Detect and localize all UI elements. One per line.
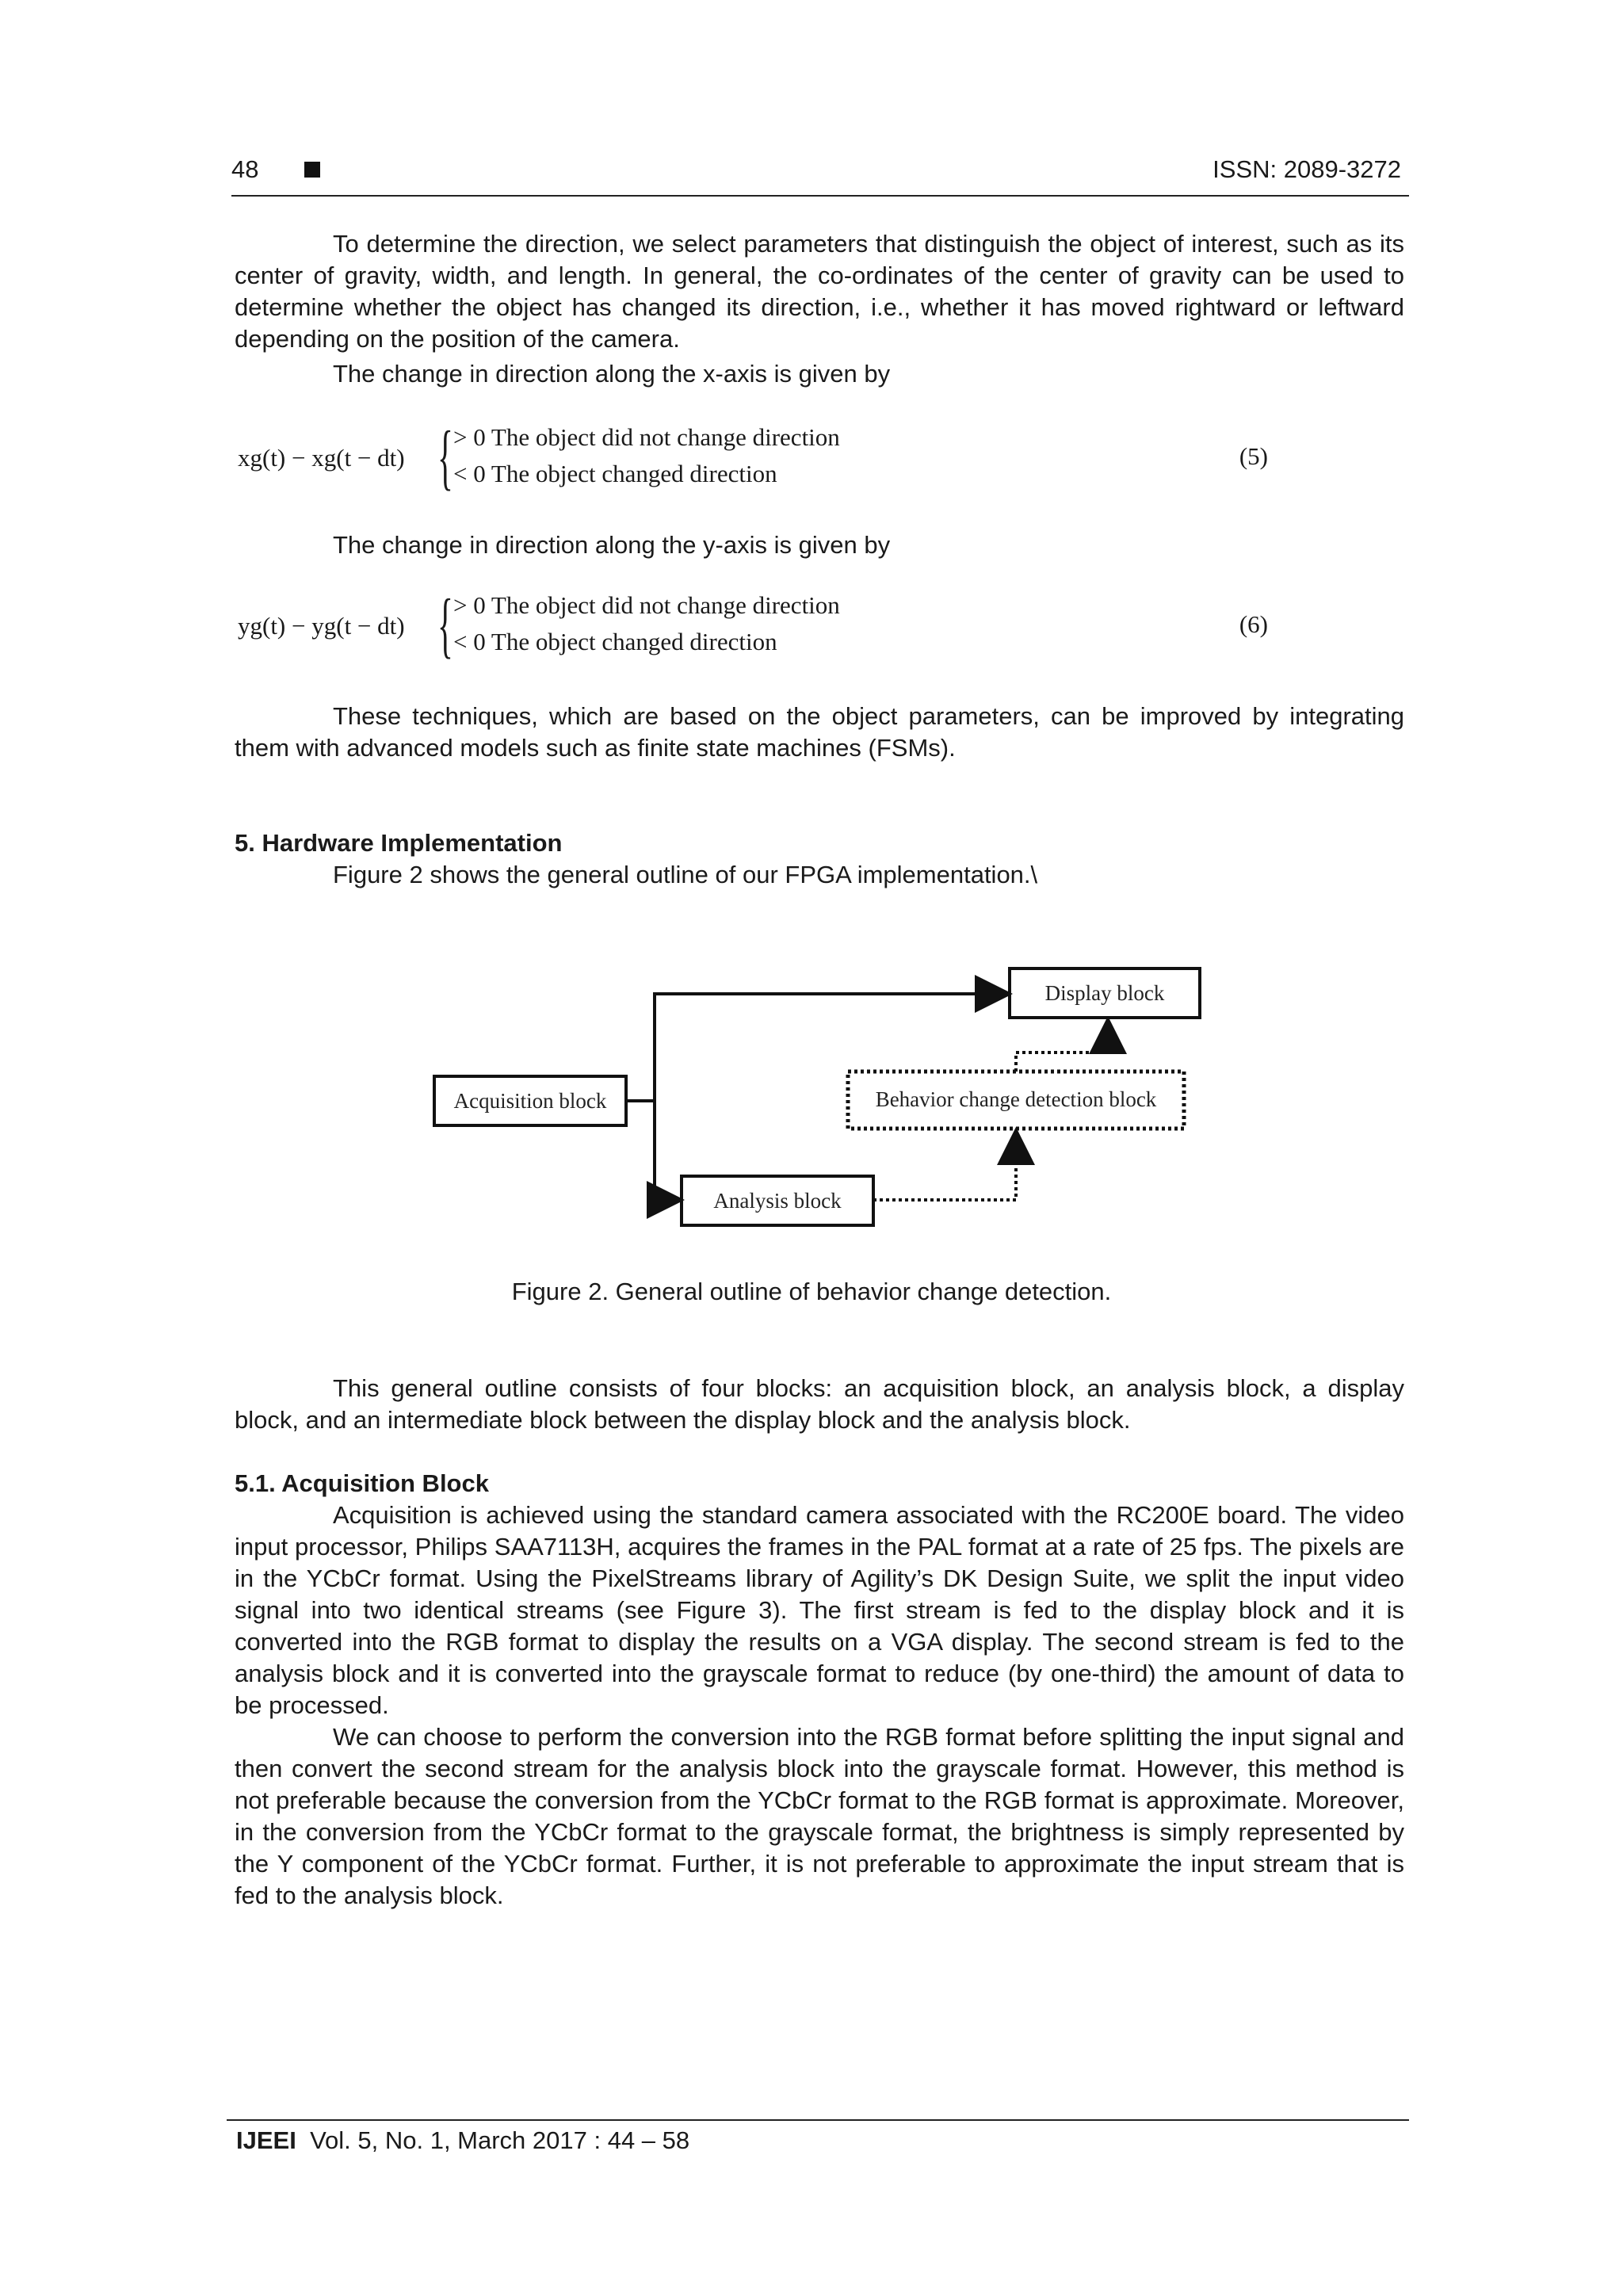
arrow-analysis-to-behavior: [873, 1133, 1016, 1200]
paragraph-figure-2-intro: Figure 2 shows the general outline of our FPGA implementation.\: [333, 861, 1038, 888]
arrow-behavior-to-display: [1016, 1022, 1108, 1072]
equation-6-number: (6): [1239, 610, 1268, 638]
equation-5-case-1: > 0 The object did not change direction: [453, 423, 840, 451]
brace-icon: {: [437, 416, 453, 497]
header-square-icon: [304, 162, 320, 178]
paragraph-direction: To determine the direction, we select parameters that distinguish the object of interest, such as its center of gravity, width, and length. In general, the co-ordinates of the center of gravity can be used to determine whether the object has changed its direction, i.e., whether it has moved rightward or leftward depending on the position of the camera.: [235, 230, 1404, 353]
equation-6-lhs: yg(t) − yg(t − dt): [238, 612, 405, 640]
equation-6: [238, 584, 1268, 678]
equation-5-case-2: < 0 The object changed direction: [453, 460, 777, 487]
issn: ISSN: 2089-3272: [1212, 155, 1401, 183]
figure-2-diagram: [428, 959, 1205, 1244]
acquisition-block: [434, 1076, 626, 1125]
paragraph-x-axis: The change in direction along the x-axis is given by: [333, 360, 891, 388]
acquisition-block-label: Acquisition block: [453, 1089, 607, 1113]
paragraph-y-axis: The change in direction along the y-axis is given by: [333, 531, 891, 559]
equation-5: [238, 416, 1268, 510]
paragraph-conversion: We can choose to perform the conversion into the RGB format before splitting the input signal and then convert the second stream for the analysis block into the grayscale format. However, this method is not preferable because the conversion from the YCbCr format to the RGB format is approximate. Moreover, in the conversion from the YCbCr format to the grayscale format, the brightness is simply represented by the Y component of the YCbCr format. Further, it is not preferable to approximate the input stream that is fed to the analysis block.: [235, 1723, 1404, 1909]
footer-citation: [236, 2126, 689, 2155]
equation-5-lhs: xg(t) − xg(t − dt): [238, 444, 405, 472]
equation-6-case-1: > 0 The object did not change direction: [453, 591, 840, 619]
arrow-to-analysis: [655, 1101, 678, 1200]
analysis-block-label: Analysis block: [713, 1189, 842, 1213]
display-block-label: Display block: [1044, 981, 1165, 1005]
citation-text: Vol. 5, No. 1, March 2017 : 44 – 58: [310, 2126, 690, 2154]
behavior-change-detection-block: [848, 1072, 1184, 1129]
paragraph-four-blocks: This general outline consists of four blocks: an acquisition block, an analysis block, a display block, and an intermediate block between the display block and the analysis block.: [235, 1374, 1404, 1434]
figure-2-caption: Figure 2. General outline of behavior change detection.: [511, 1278, 1112, 1305]
brace-icon: {: [437, 584, 453, 665]
page-number: 48: [231, 155, 259, 183]
display-block: [1010, 968, 1200, 1018]
paragraph-techniques: These techniques, which are based on the object parameters, can be improved by integrating them with advanced models such as finite state machines (FSMs).: [235, 702, 1404, 762]
header-rule: [231, 195, 1409, 197]
journal-name: IJEEI: [236, 2126, 296, 2154]
equation-6-case-2: < 0 The object changed direction: [453, 628, 777, 655]
footer-rule: [227, 2119, 1409, 2121]
equation-5-number: (5): [1239, 442, 1268, 470]
analysis-block: [682, 1176, 873, 1225]
section-5-title: 5. Hardware Implementation: [235, 829, 563, 857]
paragraph-acquisition: Acquisition is achieved using the standard camera associated with the RC200E board. The video input processor, Philips SAA7113H, acquires the frames in the PAL format at a rate of 25 fps. The pixels are in the YCbCr format. Using the PixelStreams library of Agility’s DK Design Suite, we split the input video signal into two identical streams (see Figure 3). The first stream is fed to the display block and it is converted into the RGB format to display the results on a VGA display. The second stream is fed to the analysis block and it is converted into the grayscale format to reduce (by one-third) the amount of data to be processed.: [235, 1501, 1404, 1719]
behavior-block-label: Behavior change detection block: [875, 1087, 1157, 1111]
section-5-1-title: 5.1. Acquisition Block: [235, 1469, 489, 1497]
